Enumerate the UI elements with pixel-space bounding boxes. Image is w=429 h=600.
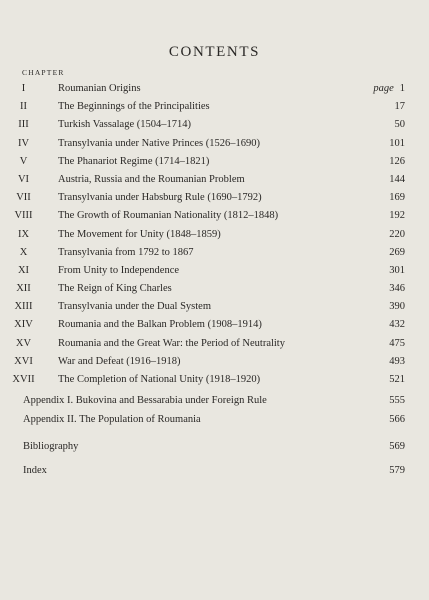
toc-row (0, 353, 429, 371)
toc-row (0, 316, 429, 334)
chapter-number: XV (15, 337, 32, 349)
page-number: 493 (389, 355, 405, 367)
chapter-number: I (21, 83, 26, 94)
chapter-title: The Growth of Roumanian Nationality (1812–1848) (58, 210, 279, 222)
appendix-title: Appendix II. The Population of Roumania (23, 414, 201, 425)
chapter-title: Roumania and the Balkan Problem (1908–1914) (58, 319, 262, 331)
chapter-title: Transylvania under Native Princes (1526–1690) (58, 137, 260, 149)
toc-row (0, 189, 429, 207)
toc-row (0, 153, 429, 171)
chapter-title: From Unity to Independence (58, 264, 180, 276)
page-number: 346 (389, 283, 405, 295)
chapter-number: XIV (14, 319, 33, 331)
toc-row (0, 171, 429, 189)
page-number: 579 (389, 465, 405, 476)
toc-row (0, 207, 429, 225)
chapter-list (0, 80, 429, 389)
page-number: 521 (389, 374, 405, 385)
toc-row (0, 116, 429, 134)
toc-row (0, 371, 429, 389)
chapter-number: IX (17, 228, 30, 240)
chapter-title: Austria, Russia and the Roumanian Problem (58, 173, 245, 185)
chapter-number: XII (16, 283, 31, 295)
page-number: 432 (389, 319, 405, 331)
page-number: 192 (389, 210, 405, 222)
chapter-title: War and Defeat (1916–1918) (58, 355, 181, 367)
bibliography-title: Bibliography (23, 441, 79, 452)
toc-row (0, 298, 429, 316)
chapter-number: XIII (14, 301, 33, 313)
page-number: 475 (389, 337, 405, 349)
toc-row (0, 80, 429, 98)
page-number: 390 (389, 301, 405, 313)
chapter-title: The Completion of National Unity (1918–1920) (58, 374, 261, 385)
chapter-number: VI (17, 173, 30, 185)
chapter-title: Turkish Vassalage (1504–1714) (58, 119, 191, 131)
chapter-column-header: CHAPTER (22, 68, 65, 77)
toc-row (0, 135, 429, 153)
page-number: 569 (389, 441, 405, 452)
page-number (373, 80, 405, 98)
page-number: 101 (389, 137, 405, 149)
chapter-title: The Beginnings of the Principalities (58, 101, 210, 113)
page-number: 566 (389, 414, 405, 425)
page-number: 144 (389, 173, 405, 185)
chapter-number: II (20, 101, 27, 113)
toc-row (0, 262, 429, 280)
page-number: 269 (389, 246, 405, 258)
page-number: 126 (389, 155, 405, 167)
page-number: 50 (394, 119, 405, 131)
chapter-title: Transylvania under the Dual System (58, 301, 212, 313)
chapter-number: XI (17, 264, 30, 276)
toc-row (0, 226, 429, 244)
chapter-number: XVII (12, 374, 35, 385)
page-value: 1 (399, 83, 405, 94)
chapter-title: Transylvania under Habsburg Rule (1690–1792) (58, 192, 262, 204)
index-title: Index (23, 465, 47, 476)
appendix-title: Appendix I. Bukovina and Bessarabia under Foreign Rule (23, 395, 267, 406)
chapter-number: VII (16, 192, 31, 204)
chapter-number: XVI (14, 355, 33, 367)
page-number: 169 (389, 192, 405, 204)
chapter-number: V (19, 155, 28, 167)
chapter-title: Roumanian Origins (58, 83, 141, 94)
chapter-number: IV (17, 137, 30, 149)
chapter-number: III (18, 119, 29, 131)
page-title: CONTENTS (168, 44, 261, 60)
page-number: 220 (389, 228, 405, 240)
toc-row (0, 98, 429, 116)
toc-row (0, 244, 429, 262)
chapter-number: VIII (14, 210, 33, 222)
chapter-title: The Phanariot Regime (1714–1821) (58, 155, 210, 167)
toc-row (0, 280, 429, 298)
page-number: 301 (389, 264, 405, 276)
page-number: 555 (389, 395, 405, 406)
page-number: 17 (394, 101, 405, 113)
chapter-number: X (19, 246, 28, 258)
chapter-title: Transylvania from 1792 to 1867 (58, 246, 194, 258)
chapter-title: Roumania and the Great War: the Period of Neutrality (58, 337, 285, 349)
chapter-title: The Movement for Unity (1848–1859) (58, 228, 221, 240)
toc-row (0, 335, 429, 353)
page-word: page (373, 83, 394, 94)
chapter-title: The Reign of King Charles (58, 283, 172, 295)
